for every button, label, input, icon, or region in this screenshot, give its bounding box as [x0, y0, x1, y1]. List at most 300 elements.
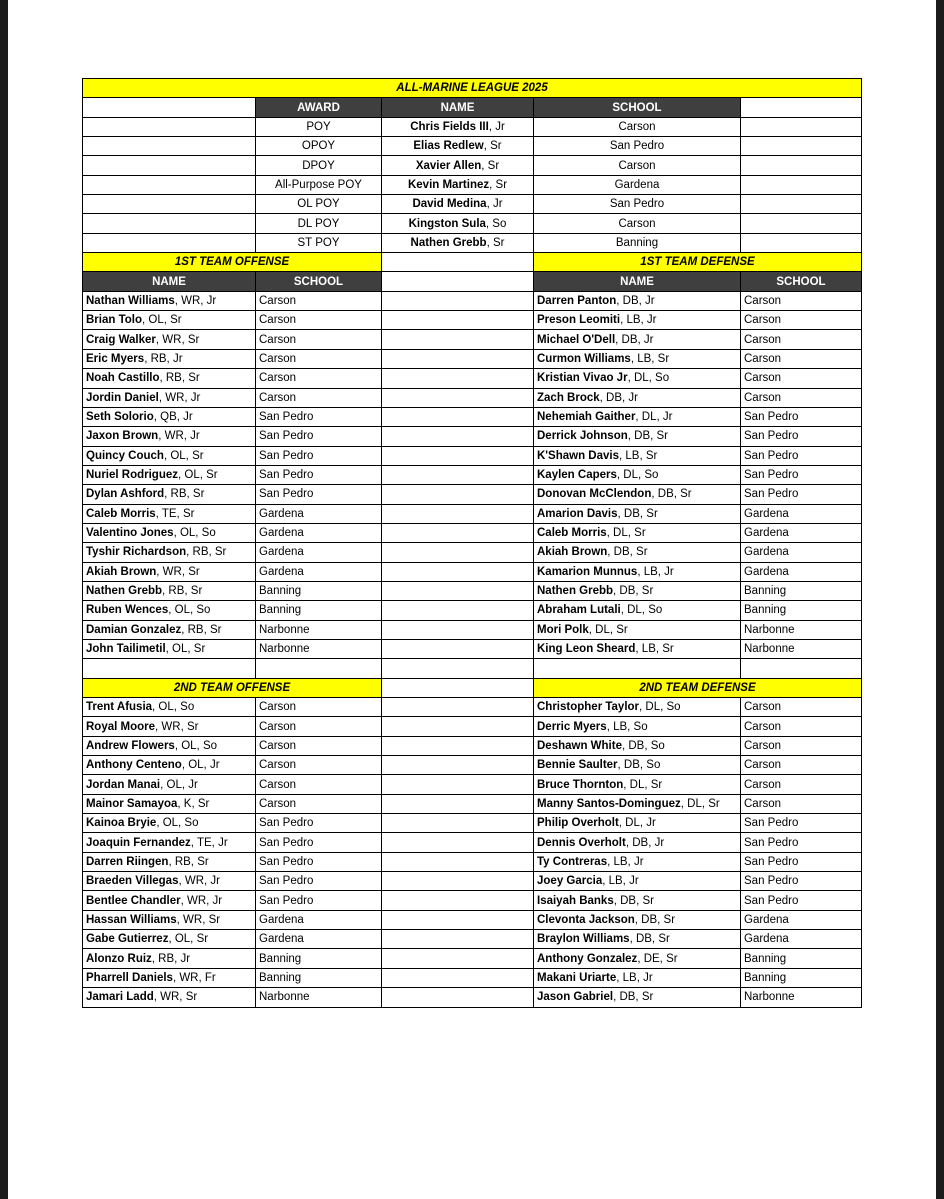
player-name: Gabe Gutierrez [86, 933, 169, 946]
offense-school: Banning [256, 581, 382, 600]
player-row [83, 330, 862, 349]
player-row [83, 465, 862, 484]
player-name: Trent Afusia [86, 701, 153, 714]
empty-cell [382, 872, 534, 891]
player-position-year: , DB, Sr [627, 430, 669, 443]
award-school: Carson [534, 214, 741, 233]
award-winner [382, 175, 534, 194]
player-name: Joaquin Fernandez [86, 836, 191, 849]
player-position-year: , DB, Jr [599, 391, 638, 404]
player-row [83, 407, 862, 426]
defense-school: Carson [741, 369, 862, 388]
player-name: Zach Brock [537, 391, 600, 404]
defense-player [534, 794, 741, 813]
defense-school: Carson [741, 698, 862, 717]
defense-school: Banning [741, 581, 862, 600]
player-position-year: , OL, So [156, 817, 199, 830]
defense-player [534, 891, 741, 910]
defense-school: San Pedro [741, 407, 862, 426]
offense-school: Carson [256, 756, 382, 775]
award-school: Banning [534, 233, 741, 252]
empty-cell [382, 465, 534, 484]
defense-player [534, 349, 741, 368]
defense-school: San Pedro [741, 485, 862, 504]
defense-player [534, 562, 741, 581]
offense-school: San Pedro [256, 891, 382, 910]
player-row [83, 717, 862, 736]
defense-school-header: SCHOOL [741, 272, 862, 291]
player-name: Jordan Manai [86, 778, 161, 791]
player-position-year: , LB, Jr [637, 565, 674, 578]
player-year: , Jr [488, 120, 505, 133]
offense-player [83, 736, 256, 755]
empty-cell [382, 485, 534, 504]
player-name: Elias Redlew [413, 140, 484, 153]
player-row [83, 543, 862, 562]
player-position-year: , DB, So [617, 759, 661, 772]
player-name: Chris Fields III [410, 120, 489, 133]
offense-player [83, 833, 256, 852]
player-row [83, 872, 862, 891]
empty-cell [83, 214, 256, 233]
player-position-year: , DL, Sr [588, 623, 628, 636]
defense-player [534, 427, 741, 446]
empty-cell [382, 930, 534, 949]
player-row [83, 369, 862, 388]
player-name: Joey Garcia [537, 875, 603, 888]
offense-player [83, 465, 256, 484]
offense-player [83, 504, 256, 523]
offense-player [83, 311, 256, 330]
player-position-year: , RB, Sr [164, 488, 205, 501]
defense-player [534, 968, 741, 987]
player-name: Caleb Morris [537, 527, 607, 540]
player-position-year: , DB, Sr [651, 488, 692, 501]
empty-cell [382, 562, 534, 581]
player-position-year: , DB, Jr [616, 294, 655, 307]
defense-school: San Pedro [741, 852, 862, 871]
defense-player [534, 446, 741, 465]
defense-school: Carson [741, 291, 862, 310]
award-school: San Pedro [534, 137, 741, 156]
defense-school: Banning [741, 949, 862, 968]
player-name: Donovan McClendon [537, 488, 652, 501]
award-row [83, 117, 862, 136]
player-row [83, 427, 862, 446]
player-name: Abraham Lutali [537, 604, 621, 617]
player-position-year: , RB, Jr [151, 952, 191, 965]
player-name: Brian Tolo [86, 314, 143, 327]
player-name: Makani Uriarte [537, 971, 617, 984]
award-label: OPOY [256, 137, 382, 156]
right-border-bar [936, 0, 944, 1199]
empty-cell [382, 388, 534, 407]
first-team-offense-title: 1ST TEAM OFFENSE [83, 253, 382, 272]
defense-school: Carson [741, 794, 862, 813]
player-position-year: , TE, Jr [190, 836, 228, 849]
player-name: Preson Leomiti [537, 314, 621, 327]
offense-player [83, 988, 256, 1007]
defense-school: San Pedro [741, 427, 862, 446]
offense-player [83, 717, 256, 736]
player-name: Christopher Taylor [537, 701, 640, 714]
offense-player [83, 794, 256, 813]
player-name: K'Shawn Davis [537, 449, 619, 462]
player-name: Eric Myers [86, 352, 145, 365]
offense-player [83, 330, 256, 349]
defense-player [534, 523, 741, 542]
player-row [83, 949, 862, 968]
player-position-year: , DL, Jr [635, 411, 673, 424]
player-row [83, 930, 862, 949]
award-row [83, 233, 862, 252]
player-name: Philip Overholt [537, 817, 619, 830]
defense-school: San Pedro [741, 446, 862, 465]
empty-cell [382, 543, 534, 562]
offense-school: San Pedro [256, 465, 382, 484]
player-name: Kamarion Munnus [537, 565, 638, 578]
defense-player [534, 504, 741, 523]
player-name: Jason Gabriel [537, 991, 614, 1004]
defense-school: San Pedro [741, 891, 862, 910]
defense-school: Narbonne [741, 988, 862, 1007]
player-position-year: , TE, Sr [155, 507, 195, 520]
player-name: Xavier Allen [415, 159, 482, 172]
defense-school: Carson [741, 311, 862, 330]
player-row [83, 891, 862, 910]
player-position-year: , RB, Sr [162, 585, 203, 598]
defense-name-header: NAME [534, 272, 741, 291]
empty-cell [83, 175, 256, 194]
empty-cell [382, 369, 534, 388]
offense-player [83, 349, 256, 368]
defense-player [534, 601, 741, 620]
player-row [83, 756, 862, 775]
player-name: Darren Riingen [86, 855, 169, 868]
defense-school: Banning [741, 968, 862, 987]
player-position-year: , OL, So [152, 701, 195, 714]
player-name: Noah Castillo [86, 372, 160, 385]
empty-cell [382, 775, 534, 794]
player-name: Nathen Grebb [86, 585, 163, 598]
award-row [83, 137, 862, 156]
player-name: Anthony Gonzalez [537, 952, 638, 965]
empty-cell [382, 756, 534, 775]
player-position-year: , DB, Jr [625, 836, 665, 849]
title-row [83, 79, 862, 98]
empty-cell [382, 601, 534, 620]
empty-cell [382, 446, 534, 465]
offense-school: San Pedro [256, 446, 382, 465]
player-name: Damian Gonzalez [86, 623, 182, 636]
defense-player [534, 756, 741, 775]
empty-cell [382, 910, 534, 929]
all-marine-league-table [82, 78, 862, 1008]
empty-cell [741, 117, 862, 136]
empty-cell [256, 659, 382, 678]
player-name: Nuriel Rodriguez [86, 469, 179, 482]
offense-school: Gardena [256, 523, 382, 542]
empty-cell [382, 968, 534, 987]
offense-school: Banning [256, 949, 382, 968]
empty-cell [382, 891, 534, 910]
player-position-year: , DL, Jr [618, 817, 656, 830]
empty-cell [83, 156, 256, 175]
empty-cell [382, 407, 534, 426]
player-row [83, 349, 862, 368]
player-row [83, 485, 862, 504]
offense-player [83, 775, 256, 794]
offense-player [83, 407, 256, 426]
award-label: DPOY [256, 156, 382, 175]
empty-cell [382, 620, 534, 639]
empty-cell [382, 349, 534, 368]
empty-cell [382, 852, 534, 871]
defense-school: Gardena [741, 910, 862, 929]
player-position-year: , LB, Sr [618, 449, 658, 462]
empty-cell [83, 195, 256, 214]
defense-school: Carson [741, 388, 862, 407]
player-name: Valentino Jones [86, 527, 174, 540]
offense-school: Gardena [256, 910, 382, 929]
player-name: Manny Santos-Dominguez [537, 797, 681, 810]
player-name: Royal Moore [86, 720, 156, 733]
player-name: Nathen Grebb [537, 585, 614, 598]
offense-school: Carson [256, 775, 382, 794]
player-name: Craig Walker [86, 333, 156, 346]
offense-school: Narbonne [256, 988, 382, 1007]
award-label: POY [256, 117, 382, 136]
offense-school: Gardena [256, 504, 382, 523]
player-name: Kainoa Bryie [86, 817, 157, 830]
player-name: Pharrell Daniels [86, 971, 173, 984]
player-year: , Sr [483, 140, 502, 153]
player-position-year: , LB, Jr [620, 314, 657, 327]
defense-player [534, 388, 741, 407]
offense-school-header: SCHOOL [256, 272, 382, 291]
defense-school: Carson [741, 756, 862, 775]
player-position-year: , DL, So [627, 372, 670, 385]
first-team-title-row [83, 253, 862, 272]
empty-cell [382, 504, 534, 523]
player-row [83, 504, 862, 523]
offense-school: Carson [256, 291, 382, 310]
empty-cell [382, 427, 534, 446]
offense-school: San Pedro [256, 485, 382, 504]
player-name: Ty Contreras [537, 855, 608, 868]
second-team-defense-title: 2ND TEAM DEFENSE [534, 678, 862, 697]
offense-player [83, 543, 256, 562]
player-position-year: , DB, Sr [613, 894, 654, 907]
empty-cell [741, 175, 862, 194]
player-position-year: , DL, Sr [680, 797, 720, 810]
player-position-year: , OL, Sr [165, 643, 206, 656]
player-name: Braylon Williams [537, 933, 630, 946]
defense-player [534, 543, 741, 562]
player-name: Derric Myers [537, 720, 607, 733]
player-position-year: , DE, Sr [637, 952, 678, 965]
offense-player [83, 581, 256, 600]
player-year: , Sr [486, 236, 505, 249]
player-year: , So [485, 217, 507, 230]
player-position-year: , WR, Jr [158, 430, 200, 443]
player-row [83, 910, 862, 929]
defense-school: Carson [741, 717, 862, 736]
award-row [83, 195, 862, 214]
offense-school: San Pedro [256, 852, 382, 871]
empty-cell [83, 233, 256, 252]
player-name: Akiah Brown [86, 565, 157, 578]
player-position-year: , WR, Sr [155, 720, 199, 733]
award-row [83, 214, 862, 233]
defense-school: San Pedro [741, 833, 862, 852]
player-name: Darren Panton [537, 294, 617, 307]
player-name: Anthony Centeno [86, 759, 182, 772]
award-school: Gardena [534, 175, 741, 194]
player-position-year: , DB, Sr [613, 585, 654, 598]
defense-player [534, 736, 741, 755]
player-position-year: , LB, Jr [607, 855, 644, 868]
award-winner [382, 195, 534, 214]
defense-player [534, 833, 741, 852]
empty-cell [382, 717, 534, 736]
defense-school: San Pedro [741, 814, 862, 833]
empty-cell [382, 736, 534, 755]
player-name: Deshawn White [537, 739, 622, 752]
defense-school: Carson [741, 775, 862, 794]
player-year: , Jr [486, 198, 503, 211]
offense-player [83, 949, 256, 968]
empty-cell [382, 794, 534, 813]
offense-school: Gardena [256, 543, 382, 562]
offense-player [83, 601, 256, 620]
player-name: Dylan Ashford [86, 488, 165, 501]
empty-cell [741, 659, 862, 678]
award-school: Carson [534, 156, 741, 175]
defense-player [534, 930, 741, 949]
player-name: Michael O'Dell [537, 333, 616, 346]
player-name: Mainor Samayoa [86, 797, 178, 810]
offense-school: Gardena [256, 930, 382, 949]
offense-player [83, 369, 256, 388]
defense-school: Gardena [741, 504, 862, 523]
defense-player [534, 698, 741, 717]
offense-school: Carson [256, 736, 382, 755]
player-position-year: , WR, Sr [156, 565, 200, 578]
offense-player [83, 891, 256, 910]
offense-name-header: NAME [83, 272, 256, 291]
player-name: Kingston Sula [408, 217, 486, 230]
award-winner [382, 233, 534, 252]
empty-cell [382, 330, 534, 349]
empty-cell [741, 98, 862, 117]
player-row [83, 814, 862, 833]
empty-cell [382, 698, 534, 717]
player-position-year: , WR, Fr [172, 971, 216, 984]
offense-player [83, 485, 256, 504]
empty-cell [83, 137, 256, 156]
defense-school: Banning [741, 601, 862, 620]
empty-cell [534, 659, 741, 678]
player-position-year: , DL, So [620, 604, 663, 617]
offense-player [83, 446, 256, 465]
player-name: Braeden Villegas [86, 875, 179, 888]
offense-school: Narbonne [256, 620, 382, 639]
offense-school: Carson [256, 330, 382, 349]
offense-school: Carson [256, 369, 382, 388]
player-name: Jamari Ladd [86, 991, 154, 1004]
defense-player [534, 717, 741, 736]
award-header: AWARD [256, 98, 382, 117]
empty-cell [382, 291, 534, 310]
player-position-year: , DB, Jr [615, 333, 654, 346]
player-row [83, 291, 862, 310]
player-position-year: , RB, Sr [181, 623, 222, 636]
empty-cell [382, 949, 534, 968]
award-winner [382, 214, 534, 233]
player-name: Ruben Wences [86, 604, 169, 617]
player-year: , Sr [481, 159, 500, 172]
award-row [83, 156, 862, 175]
empty-cell [741, 137, 862, 156]
school-header: SCHOOL [534, 98, 741, 117]
offense-school: Narbonne [256, 639, 382, 658]
defense-player [534, 369, 741, 388]
player-row [83, 601, 862, 620]
award-school: Carson [534, 117, 741, 136]
offense-player [83, 291, 256, 310]
player-name: Bennie Saulter [537, 759, 618, 772]
offense-school: San Pedro [256, 427, 382, 446]
defense-player [534, 485, 741, 504]
offense-player [83, 872, 256, 891]
player-name: Jaxon Brown [86, 430, 159, 443]
defense-school: Gardena [741, 523, 862, 542]
player-position-year: , DL, So [616, 469, 659, 482]
player-name: Derrick Johnson [537, 430, 628, 443]
player-position-year: , OL, So [173, 527, 216, 540]
award-label: ST POY [256, 233, 382, 252]
player-name: Kristian Vivao Jr [537, 372, 628, 385]
defense-player [534, 814, 741, 833]
player-position-year: , LB, So [606, 720, 648, 733]
offense-player [83, 698, 256, 717]
empty-cell [382, 833, 534, 852]
player-name: Jordin Daniel [86, 391, 159, 404]
defense-school: San Pedro [741, 465, 862, 484]
offense-player [83, 756, 256, 775]
offense-player [83, 427, 256, 446]
offense-school: Carson [256, 388, 382, 407]
defense-player [534, 620, 741, 639]
offense-school: Carson [256, 698, 382, 717]
empty-cell [382, 659, 534, 678]
player-position-year: , LB, Jr [616, 971, 653, 984]
player-name: Seth Solorio [86, 411, 154, 424]
first-team-defense-title: 1ST TEAM DEFENSE [534, 253, 862, 272]
defense-school: San Pedro [741, 872, 862, 891]
player-position-year: , DB, Sr [617, 507, 658, 520]
award-winner [382, 156, 534, 175]
defense-school: Gardena [741, 930, 862, 949]
player-name: Clevonta Jackson [537, 913, 635, 926]
empty-cell [382, 523, 534, 542]
offense-school: Banning [256, 968, 382, 987]
player-row [83, 639, 862, 658]
offense-player [83, 968, 256, 987]
player-position-year: , DL, Sr [606, 527, 646, 540]
empty-cell [382, 253, 534, 272]
